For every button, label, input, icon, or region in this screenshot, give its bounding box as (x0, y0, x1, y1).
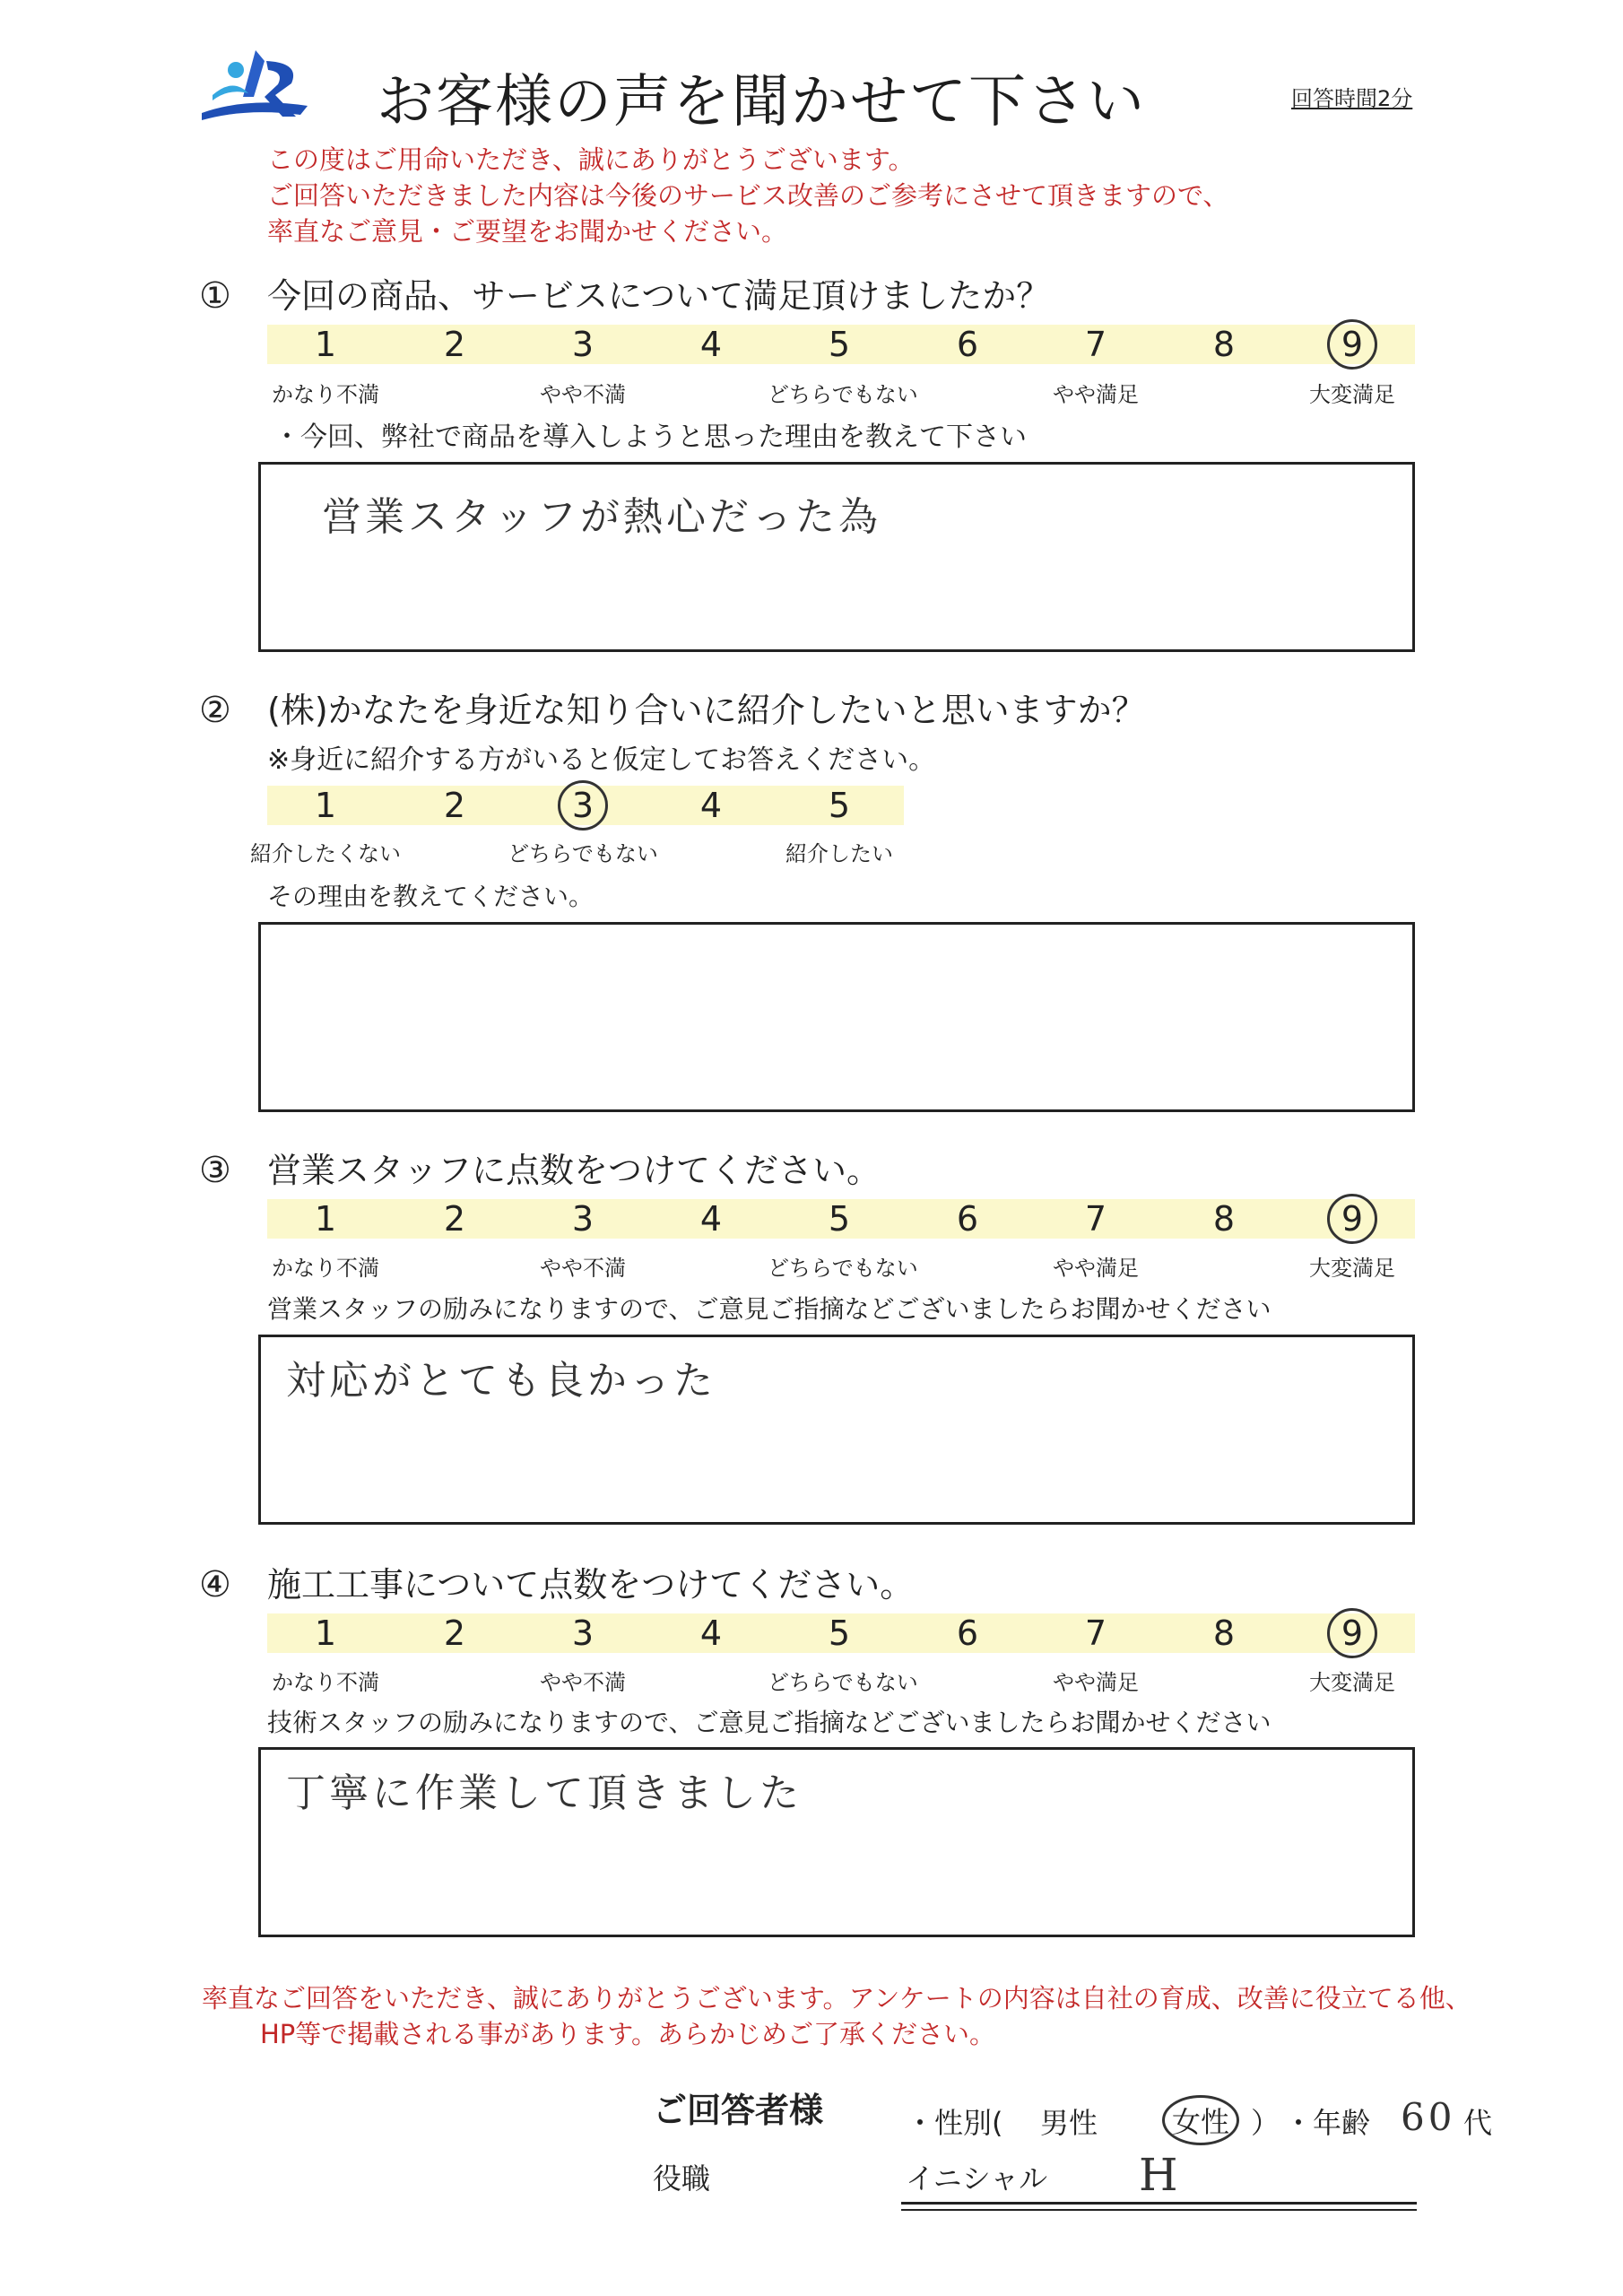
q1-option-7[interactable]: 7 (1084, 325, 1107, 364)
q4-number: ④ (199, 1564, 231, 1605)
q2-option-4[interactable]: 4 (699, 786, 723, 825)
q2-label-1: 紹介したくない (250, 841, 401, 866)
q1-number: ① (199, 275, 231, 317)
q3-option-6[interactable]: 6 (956, 1199, 979, 1239)
q4-option-6[interactable]: 6 (956, 1613, 979, 1653)
q4-label-5: どちらでもない (768, 1670, 918, 1695)
q2-option-3-selected[interactable]: 3 (558, 780, 608, 831)
q1-label-3: やや不満 (540, 382, 626, 407)
q1-label-9: 大変満足 (1309, 382, 1395, 407)
q1-option-6[interactable]: 6 (956, 325, 979, 364)
q2-option-1[interactable]: 1 (314, 786, 337, 825)
q3-option-5[interactable]: 5 (828, 1199, 851, 1239)
answer-time-note: 回答時間2分 (1291, 86, 1413, 111)
gender-label: ・性別( (906, 2106, 1003, 2140)
q1-option-4[interactable]: 4 (699, 325, 723, 364)
q2-answer-box[interactable] (258, 922, 1415, 1112)
intro-line: この度はご用命いただき、誠にありがとうございます。 (267, 144, 915, 175)
q4-label-7: やや満足 (1053, 1670, 1139, 1695)
q1-option-3[interactable]: 3 (571, 325, 595, 364)
q3-option-1[interactable]: 1 (314, 1199, 337, 1239)
q1-label-1: かなり不満 (272, 382, 379, 407)
q3-label-3: やや不満 (540, 1256, 626, 1281)
position-label: 役職 (653, 2161, 711, 2196)
q3-label-9: 大変満足 (1309, 1256, 1395, 1281)
q3-answer-text: 対応がとても良かった (286, 1358, 716, 1404)
footer-line: 率直なご回答をいただき、誠にありがとうございます。アンケートの内容は自社の育成、改善に役立てる他、 (202, 1983, 1471, 2013)
age-value: 60 (1401, 2095, 1456, 2139)
q3-number: ③ (199, 1150, 231, 1191)
q3-label-5: どちらでもない (768, 1256, 918, 1281)
age-label: ・年齢 (1284, 2106, 1371, 2140)
q4-answer-box[interactable] (258, 1747, 1415, 1937)
q3-option-7[interactable]: 7 (1084, 1199, 1107, 1239)
q1-option-2[interactable]: 2 (443, 325, 466, 364)
q3-option-2[interactable]: 2 (443, 1199, 466, 1239)
q4-label-9: 大変満足 (1309, 1670, 1395, 1695)
q4-subquestion: 技術スタッフの励みになりますので、ご意見ご指摘などございましたらお聞かせください (267, 1708, 1271, 1737)
q4-option-2[interactable]: 2 (443, 1613, 466, 1653)
footer-line: HP等で掲載される事があります。あらかじめご了承ください。 (260, 2019, 995, 2049)
q3-subquestion: 営業スタッフの励みになりますので、ご意見ご指摘などございましたらお聞かせください (267, 1294, 1271, 1324)
q4-option-3[interactable]: 3 (571, 1613, 595, 1653)
q4-label-3: やや不満 (540, 1670, 626, 1695)
q1-answer-box[interactable] (258, 462, 1415, 652)
intro-line: 率直なご意見・ご要望をお聞かせください。 (267, 216, 788, 247)
q2-subquestion: その理由を教えてください。 (267, 882, 595, 911)
gender-female-option-selected[interactable]: 女性 (1162, 2095, 1239, 2145)
q4-option-7[interactable]: 7 (1084, 1613, 1107, 1653)
q4-question: 施工工事について点数をつけてください。 (267, 1565, 915, 1605)
q1-question: 今回の商品、サービスについて満足頂けましたか？ (267, 276, 1051, 316)
q3-label-7: やや満足 (1053, 1256, 1139, 1281)
q4-option-9-selected[interactable]: 9 (1327, 1608, 1377, 1658)
q2-number: ② (199, 690, 231, 731)
q1-option-5[interactable]: 5 (828, 325, 851, 364)
intro-text (267, 142, 1228, 249)
initial-value: H (1139, 2149, 1182, 2201)
q4-option-1[interactable]: 1 (314, 1613, 337, 1653)
q1-option-9-selected[interactable]: 9 (1327, 319, 1377, 370)
q1-subquestion: ・今回、弊社で商品を導入しようと思った理由を教えて下さい (273, 422, 1027, 453)
footer-notice (202, 1980, 1471, 2052)
q1-option-1[interactable]: 1 (314, 325, 337, 364)
page-title: お客様の声を聞かせて下さい (377, 69, 1146, 135)
q1-option-8[interactable]: 8 (1212, 325, 1236, 364)
q2-note: ※身近に紹介する方がいると仮定してお答えください。 (267, 744, 936, 776)
q4-label-1: かなり不満 (272, 1670, 379, 1695)
q3-option-9-selected[interactable]: 9 (1327, 1194, 1377, 1244)
q3-option-4[interactable]: 4 (699, 1199, 723, 1239)
intro-line: ご回答いただきました内容は今後のサービス改善のご参考にさせて頂きますので、 (267, 180, 1229, 211)
q2-option-2[interactable]: 2 (443, 786, 466, 825)
q1-answer-text: 営業スタッフが熱心だった為 (322, 494, 881, 540)
q2-label-5: 紹介したい (785, 841, 893, 866)
company-logo (193, 43, 314, 133)
q4-option-4[interactable]: 4 (699, 1613, 723, 1653)
q2-option-5[interactable]: 5 (828, 786, 851, 825)
initial-underline (901, 2202, 1417, 2205)
q4-option-8[interactable]: 8 (1212, 1613, 1236, 1653)
q2-label-3: どちらでもない (508, 841, 658, 866)
initial-underline-double (901, 2209, 1417, 2211)
age-unit: 代 (1463, 2106, 1493, 2140)
initial-label: イニシャル (906, 2161, 1048, 2196)
q2-question: (株)かなたを身近な知り合いに紹介したいと思いますか？ (267, 691, 1146, 730)
gender-close-paren: ） (1251, 2106, 1280, 2140)
q4-option-5[interactable]: 5 (828, 1613, 851, 1653)
q3-question: 営業スタッフに点数をつけてください。 (267, 1151, 881, 1190)
q3-answer-box[interactable] (258, 1335, 1415, 1525)
q3-option-8[interactable]: 8 (1212, 1199, 1236, 1239)
q1-label-5: どちらでもない (768, 382, 918, 407)
q4-answer-text: 丁寧に作業して頂きました (286, 1770, 803, 1816)
respondent-title: ご回答者様 (653, 2091, 824, 2130)
q3-label-1: かなり不満 (272, 1256, 379, 1281)
q3-option-3[interactable]: 3 (571, 1199, 595, 1239)
gender-male-option[interactable]: 男性 (1040, 2106, 1098, 2140)
q1-label-7: やや満足 (1053, 382, 1139, 407)
